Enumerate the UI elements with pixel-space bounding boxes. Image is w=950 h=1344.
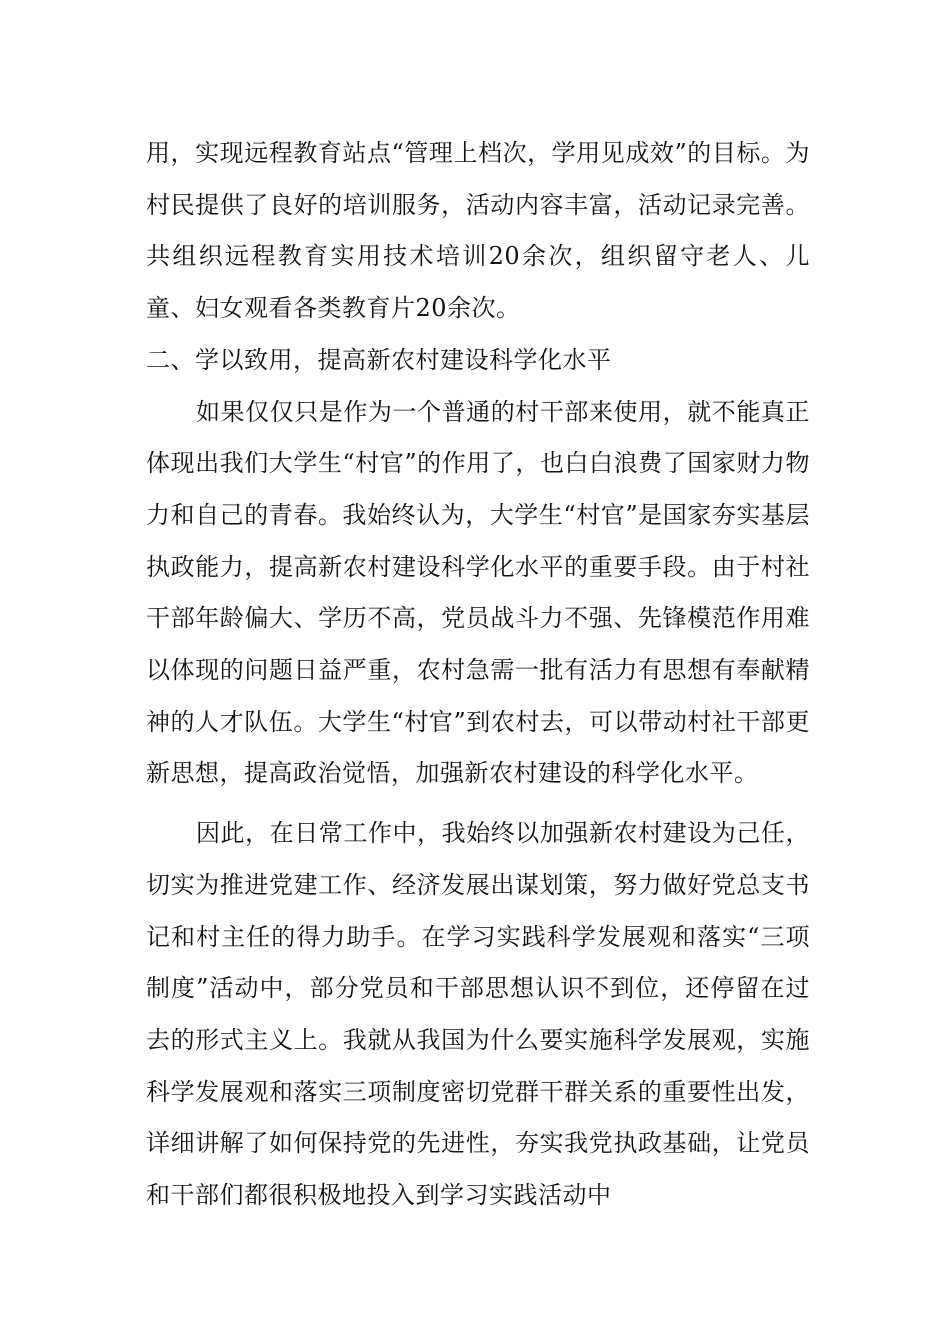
section-heading: 二、学以致用，提高新农村建设科学化水平: [146, 345, 612, 374]
body-paragraph-1: 如果仅仅只是作为一个普通的村干部来使用，就不能真正体现出我们大学生“村官”的作用了，也白白浪费了国家财力物力和自己的青春。我始终认为，大学生“村官”是国家夯实基层执政能力，提高新农村建设科学化水平的重要手段。由于村社干部年龄偏大、学历不高，党员战斗力不强、先锋模范作用难以体现的问题日益严重，农村急需一批有活力有思想有奉献精神的人才队伍。大学生“村官”到农村去，可以带动村社干部更新思想，提高政治觉悟，加强新农村建设的科学化水平。: [146, 397, 810, 788]
continued-paragraph: 用，实现远程教育站点“管理上档次，学用见成效”的目标。为村民提供了良好的培训服务，活动内容丰富，活动记录完善。共组织远程教育实用技术培训20余次，组织留守老人、儿童、妇女观看各类教育片20余次。: [146, 139, 810, 323]
body-paragraph-2: 因此，在日常工作中，我始终以加强新农村建设为己任，切实为推进党建工作、经济发展出谋划策，努力做好党总支书记和村主任的得力助手。在学习实践科学发展观和落实“三项制度”活动中，部分党员和干部思想认识不到位，还停留在过去的形式主义上。我就从我国为什么要实施科学发展观，实施科学发展观和落实三项制度密切党群干群关系的重要性出发，详细讲解了如何保持党的先进性，夯实我党执政基础，让党员和干部们都很积极地投入到学习实践活动中: [146, 819, 810, 1210]
document-body: [146, 128, 810, 1222]
